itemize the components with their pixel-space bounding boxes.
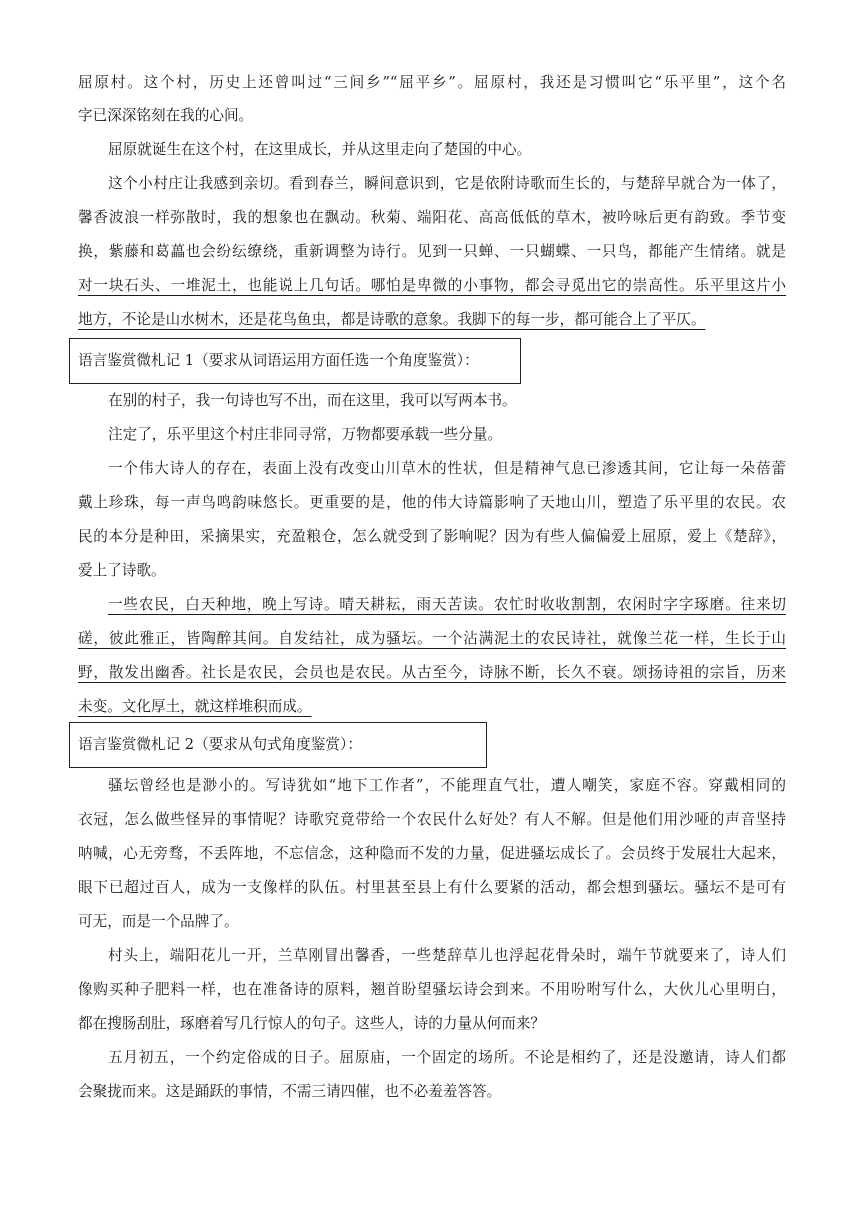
paragraph-line: 呐喊，心无旁骛，不丢阵地，不忘信念，这种隐而不发的力量，促进骚坛成长了。会员终于发展壮大起来， bbox=[78, 845, 786, 862]
underlined-line: 磋，彼此雅正，皆陶醉其间。自发结社，成为骚坛。一个沾满泥土的农民诗社，就像兰花一样，生长于山 bbox=[78, 630, 786, 647]
paragraph-line: 骚坛曾经也是渺小的。写诗犹如“地下工作者”，不能理直气壮，遭人嘲笑，家庭不容。穿戴相同的 bbox=[108, 777, 786, 794]
underlined-line: 对一块石头、一堆泥土，也能说上几句话。哪怕是卑微的小事物，都会寻觅出它的崇高性。乐平里这片小 bbox=[78, 277, 786, 294]
paragraph-line: 换，紫藤和葛藟也会纷纭缭绕，重新调整为诗行。见到一只蝉、一只蝴蝶、一只鸟，都能产生情绪。就是 bbox=[78, 243, 786, 260]
paragraph-line: 衣冠，怎么做些怪异的事情呢？诗歌究竟带给一个农民什么好处？有人不解。但是他们用沙哑的声音坚持 bbox=[78, 811, 786, 828]
paragraph-line: 民的本分是种田，采摘果实，充盈粮仓，怎么就受到了影响呢？因为有些人偏偏爱上屈原，爱上《楚辞》， bbox=[78, 528, 786, 545]
note-box-2-label: 语言鉴赏微札记 2（要求从句式角度鉴赏）： bbox=[78, 736, 362, 753]
note-box-1[interactable] bbox=[69, 338, 521, 384]
paragraph-line: 会聚拢而来。这是踊跃的事情，不需三请四催，也不必羞羞答答。 bbox=[78, 1083, 502, 1100]
note-box-2[interactable] bbox=[69, 722, 487, 768]
paragraph-line: 可无，而是一个品牌了。 bbox=[78, 913, 239, 930]
paragraph-line: 戴上珍珠，每一声鸟鸣韵味悠长。更重要的是，他的伟大诗篇影响了天地山川，塑造了乐平里的农民。农 bbox=[78, 494, 786, 511]
underlined-line: 一些农民，白天种地，晚上写诗。晴天耕耘，雨天苦读。农忙时收收割割，农闲时字字琢磨。往来切 bbox=[108, 596, 786, 613]
paragraph-line: 像购买种子肥料一样，也在准备诗的原料，翘首盼望骚坛诗会到来。不用吩咐写什么，大伙儿心里明白， bbox=[78, 981, 786, 998]
paragraph-line: 屈原村。这个村，历史上还曾叫过“三间乡”“屈平乡”。屈原村，我还是习惯叫它“乐平里”，这个名 bbox=[78, 74, 786, 91]
paragraph-line: 字已深深铭刻在我的心间。 bbox=[78, 107, 254, 124]
paragraph-line: 眼下已超过百人，成为一支像样的队伍。村里甚至县上有什么要紧的活动，都会想到骚坛。骚坛不是可有 bbox=[78, 879, 786, 896]
note-box-1-label: 语言鉴赏微札记 1（要求从词语运用方面任选一个角度鉴赏）： bbox=[78, 352, 479, 369]
paragraph-line: 都在搜肠刮肚，琢磨着写几行惊人的句子。这些人，诗的力量从何而来？ bbox=[78, 1015, 546, 1032]
underlined-line: 地方，不论是山水树木，还是花鸟鱼虫，都是诗歌的意象。我脚下的每一步，都可能合上了平仄。 bbox=[78, 311, 706, 328]
paragraph-line: 在别的村子，我一句诗也写不出，而在这里，我可以写两本书。 bbox=[108, 392, 517, 409]
paragraph-line: 一个伟大诗人的存在，表面上没有改变山川草木的性状，但是精神气息已渗透其间，它让每一朵蓓蕾 bbox=[108, 460, 786, 477]
paragraph-line: 爱上了诗歌。 bbox=[78, 562, 166, 579]
paragraph-line: 村头上，端阳花儿一开，兰草刚冒出馨香，一些楚辞草儿也浮起花骨朵时，端午节就要来了，诗人们 bbox=[108, 947, 786, 964]
paragraph-line: 馨香波浪一样弥散时，我的想象也在飘动。秋菊、端阳花、高高低低的草木，被吟咏后更有韵致。季节变 bbox=[78, 209, 786, 226]
paragraph-line: 屈原就诞生在这个村，在这里成长，并从这里走向了楚国的中心。 bbox=[108, 141, 532, 158]
paragraph-line: 这个小村庄让我感到亲切。看到春兰，瞬间意识到，它是依附诗歌而生长的，与楚辞早就合为一体了， bbox=[108, 175, 786, 192]
underlined-line: 野，散发出幽香。社长是农民，会员也是农民。从古至今，诗脉不断，长久不衰。颂扬诗祖的宗旨，历来 bbox=[78, 664, 786, 681]
underlined-line: 未变。文化厚土，就这样堆积而成。 bbox=[78, 698, 312, 715]
paragraph-line: 五月初五，一个约定俗成的日子。屈原庙，一个固定的场所。不论是相约了，还是没邀请，诗人们都 bbox=[108, 1049, 786, 1066]
paragraph-line: 注定了，乐平里这个村庄非同寻常，万物都要承载一些分量。 bbox=[108, 426, 503, 443]
